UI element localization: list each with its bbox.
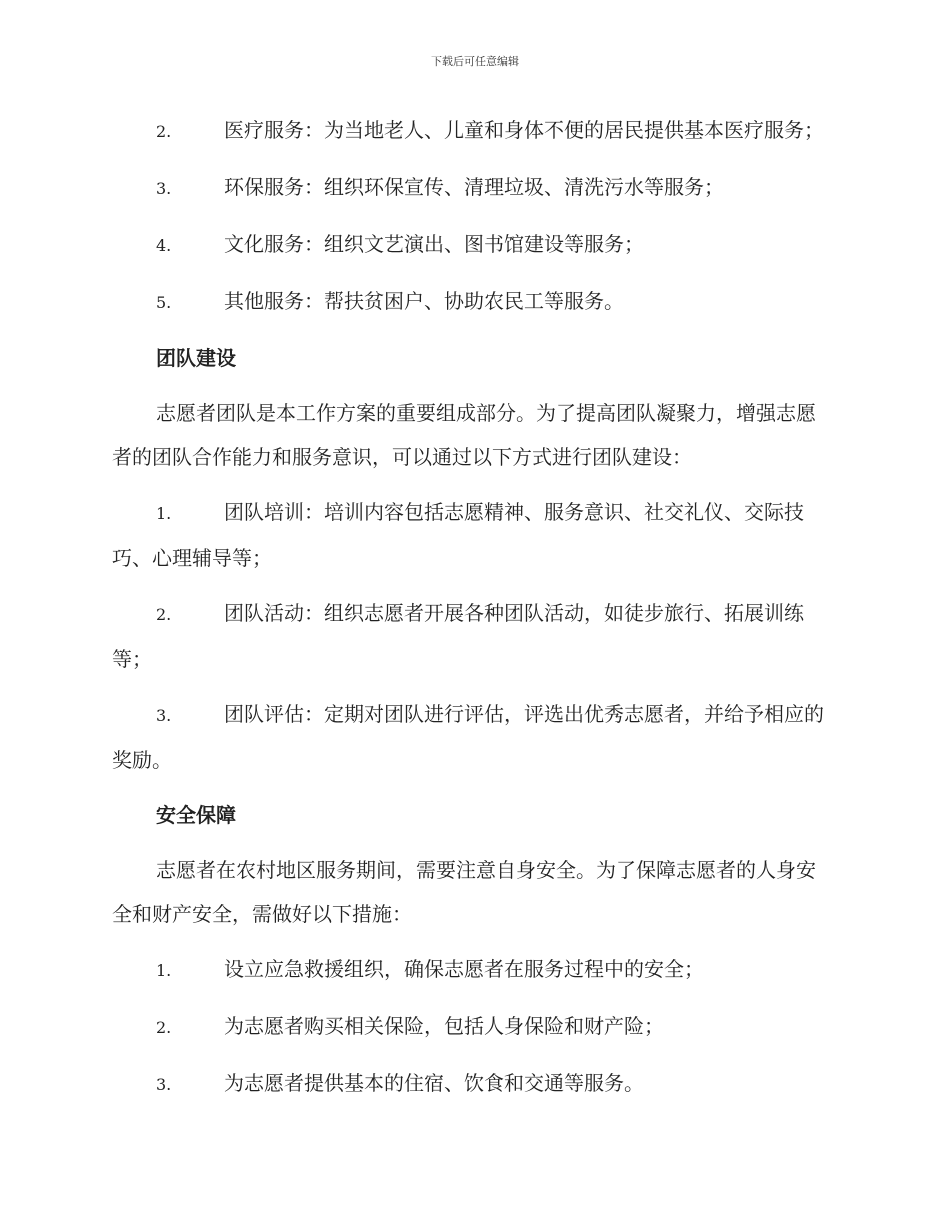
list-item [112,279,834,325]
list-item [112,108,834,154]
list-number: 2. [156,605,172,624]
section-intro-team: 志愿者团队是本工作方案的重要组成部分。为了提高团队凝聚力，增强志愿者的团队合作能力和服务意识，可以通过以下方式进行团队建设： [112,401,816,469]
list-text: 团队活动：组织志愿者开展各种团队活动，如徒步旅行、拓展训练等； [112,601,804,671]
list-item [112,591,834,681]
document-body [112,108,834,1118]
list-number: 4. [156,236,172,255]
list-text: 团队培训：培训内容包括志愿精神、服务意识、社交礼仪、交际技巧、心理辅导等； [112,500,804,570]
section-intro-safety: 志愿者在农村地区服务期间，需要注意自身安全。为了保障志愿者的人身安全和财产安全，需做好以下措施： [112,858,816,926]
list-number: 3. [156,179,172,198]
list-number: 3. [156,1075,172,1094]
section-heading-safety: 安全保障 [156,803,236,827]
list-text: 其他服务：帮扶贫困户、协助农民工等服务。 [224,289,624,313]
section-heading-team: 团队建设 [156,346,236,370]
list-text: 环保服务：组织环保宣传、清理垃圾、清洗污水等服务； [224,175,724,199]
list-item [112,1004,834,1050]
list-item [112,165,834,211]
list-item [112,1061,834,1107]
list-text: 医疗服务：为当地老人、儿童和身体不便的居民提供基本医疗服务； [224,118,824,142]
list-number: 2. [156,1018,172,1037]
list-text: 文化服务：组织文艺演出、图书馆建设等服务； [224,232,644,256]
list-text: 为志愿者购买相关保险，包括人身保险和财产险； [224,1014,664,1038]
list-number: 5. [156,293,172,312]
list-number: 1. [156,504,172,523]
list-item [112,222,834,268]
list-number: 3. [156,706,172,725]
list-item [112,947,834,993]
list-item [112,490,834,580]
list-text: 设立应急救援组织，确保志愿者在服务过程中的安全； [224,957,704,981]
list-item [112,692,834,782]
list-text: 团队评估：定期对团队进行评估，评选出优秀志愿者，并给予相应的奖励。 [112,702,824,772]
page-header: 下载后可任意编辑 [431,55,519,68]
list-text: 为志愿者提供基本的住宿、饮食和交通等服务。 [224,1071,644,1095]
list-number: 2. [156,122,172,141]
list-number: 1. [156,961,172,980]
